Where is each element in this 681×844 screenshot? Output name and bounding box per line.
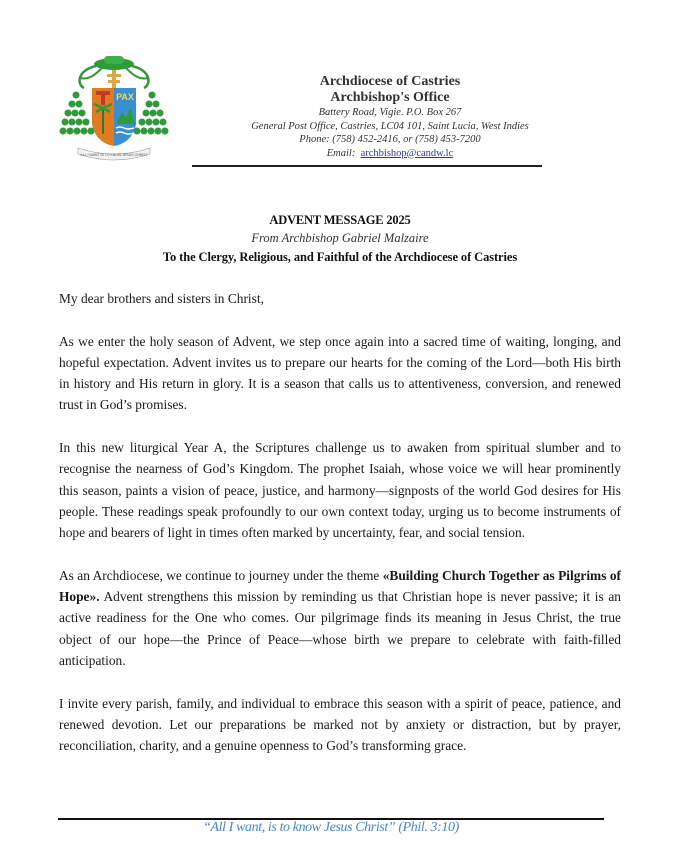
svg-text:ALL I WANT IS TO KNOW JESUS CH: ALL I WANT IS TO KNOW JESUS CHRIST [80, 153, 148, 157]
coat-of-arms-icon [58, 50, 170, 165]
paragraph-3 [59, 565, 621, 671]
paragraph-3-start: As an Archdiocese, we continue to journey under the theme [59, 567, 383, 583]
letterhead-divider [192, 165, 542, 167]
message-title: ADVENT MESSAGE 2025 [269, 213, 411, 227]
message-recipients: To the Clergy, Religious, and Faithful of the Archdiocese of Castries [162, 250, 518, 264]
paragraph-3-rest: Advent strengthens this mission by reminding us that Christian hope is never passive; it is an active readiness for the One who comes. Our pilgrimage finds its meaning in Jesus Christ, the true object of our hope—the Prince of Peace—whose birth we prepare to celebrate with faith-filled anticipation. [59, 589, 621, 669]
message-author: From Archbishop Gabriel Malzaire [251, 231, 429, 245]
svg-text:PAX: PAX [116, 92, 134, 102]
theme-text: «Building Church Together as Pilgrims of Hope». [59, 567, 621, 605]
message-heading [100, 211, 580, 267]
office-name: Archbishop's Office [330, 90, 450, 105]
email-label: Email: [326, 147, 356, 159]
email-line [205, 147, 575, 161]
paragraph-4: I invite every parish, family, and individual to embrace this season with a spirit of peace, patience, and renewed devotion. Let our preparations be marked not by anxiety or distraction, but by prayer, reconciliation, charity, and a genuine openness to God’s transforming grace. [59, 695, 621, 754]
phone-line: Phone: (758) 452-2416, or (758) 453-7200 [299, 134, 481, 145]
address-line-1: Battery Road, Vigie. P.O. Box 267 [318, 107, 462, 118]
address-line-2: General Post Office, Castries, LC04 101, Saint Lucia, West Indies [251, 120, 529, 132]
coat-of-arms-logo [58, 50, 170, 165]
letterhead [205, 74, 575, 160]
salutation: My dear brothers and sisters in Christ, [59, 291, 264, 306]
paragraph-1: As we enter the holy season of Advent, we step once again into a sacred time of waiting, longing, and hopeful expectation. Advent invites us to prepare our hearts for the coming of the Lord—both His birth in history and His return in glory. It is a season that calls us to attentiveness, conversion, and renewed trust in God’s promises. [59, 333, 621, 413]
footer-quote: “All I want, is to know Jesus Christ” (Phil. 3:10) [203, 820, 459, 835]
letter-body [59, 288, 621, 778]
email-link[interactable]: archbishop@candw.lc [360, 147, 454, 159]
paragraph-2: In this new liturgical Year A, the Scriptures challenge us to awaken from spiritual slumber and to recognise the nearness of God’s Kingdom. The prophet Isaiah, whose voice we will hear prominently this season, paints a vision of peace, justice, and harmony—signposts of the world God desires for His people. These readings speak profoundly to our own context today, urging us to become instruments of hope and bearers of light in times often marked by uncertainty, fear, and social tension. [59, 440, 621, 541]
organization-name: Archdiocese of Castries [319, 74, 461, 89]
